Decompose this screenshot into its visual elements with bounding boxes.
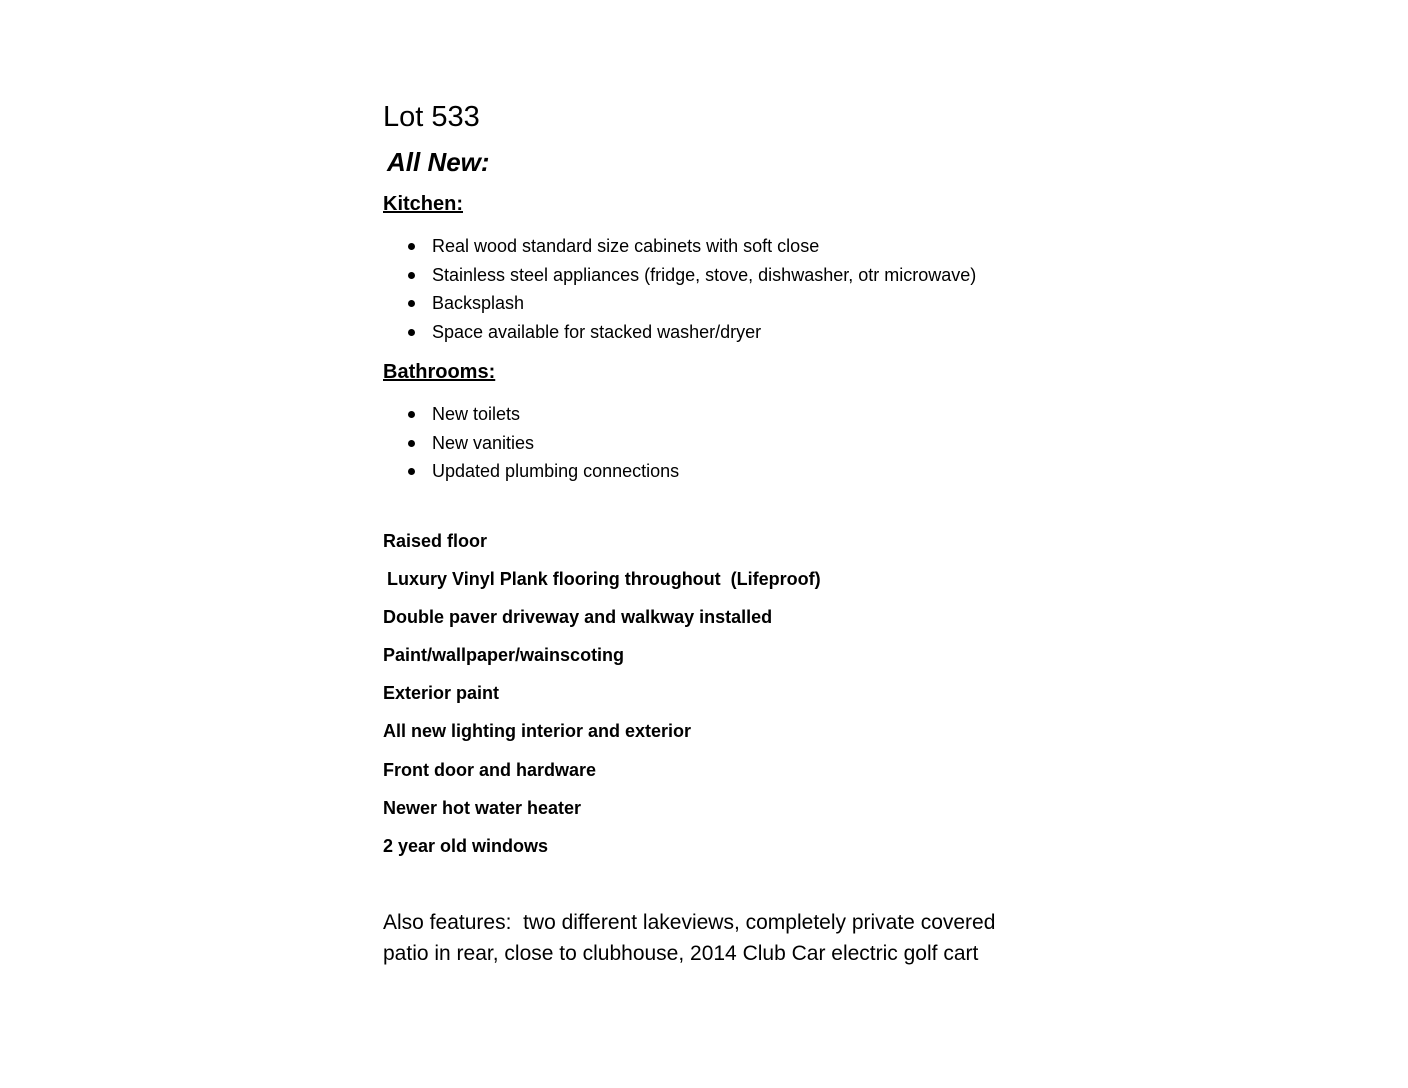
bullet-icon [408,300,415,307]
feature-line: Front door and hardware [383,759,597,780]
feature-line: 2 year old windows [383,836,549,856]
feature-lines [383,530,1043,858]
list-item-text: Backsplash [432,293,525,313]
list-item [383,457,1043,486]
list-item-text: Space available for stacked washer/dryer [432,321,762,342]
list-item [383,261,1043,290]
bathrooms-heading: Bathrooms: [383,361,496,383]
feature-line: Double paver driveway and walkway installed [383,606,773,627]
bullet-icon [408,440,415,447]
document-page [383,96,1043,969]
list-item-text: Updated plumbing connections [432,461,680,481]
list-item-text: Stainless steel appliances (fridge, stove, dishwasher, otr microwave) [432,264,977,285]
bullet-icon [408,411,415,418]
list-item [383,318,1043,347]
bathrooms-list [383,400,1043,486]
list-item-text: New toilets [432,404,521,424]
kitchen-heading: Kitchen: [383,193,463,215]
feature-line: Paint/wallpaper/wainscoting [383,645,625,666]
feature-line: Exterior paint [383,683,500,704]
bullet-icon [408,272,415,279]
list-item [383,400,1043,429]
list-item [383,429,1043,458]
bullet-icon [408,243,415,250]
feature-line: Raised floor [383,530,488,551]
feature-line: All new lighting interior and exterior [383,721,692,742]
document-subtitle: All New: [387,147,490,177]
feature-line: Luxury Vinyl Plank flooring throughout (Lifeproof) [387,568,821,589]
document-title: Lot 533 [383,101,480,133]
list-item-text: Real wood standard size cabinets with soft close [432,236,820,256]
also-features-paragraph: Also features: two different lakeviews, completely private covered patio in rear, close to clubhouse, 2014 Club Car electric golf cart [383,911,1002,965]
bullet-icon [408,468,415,475]
list-item-text: New vanities [432,432,535,453]
feature-line: Newer hot water heater [383,797,582,818]
kitchen-list [383,232,1043,346]
list-item [383,232,1043,261]
list-item [383,289,1043,318]
bullet-icon [408,329,415,336]
